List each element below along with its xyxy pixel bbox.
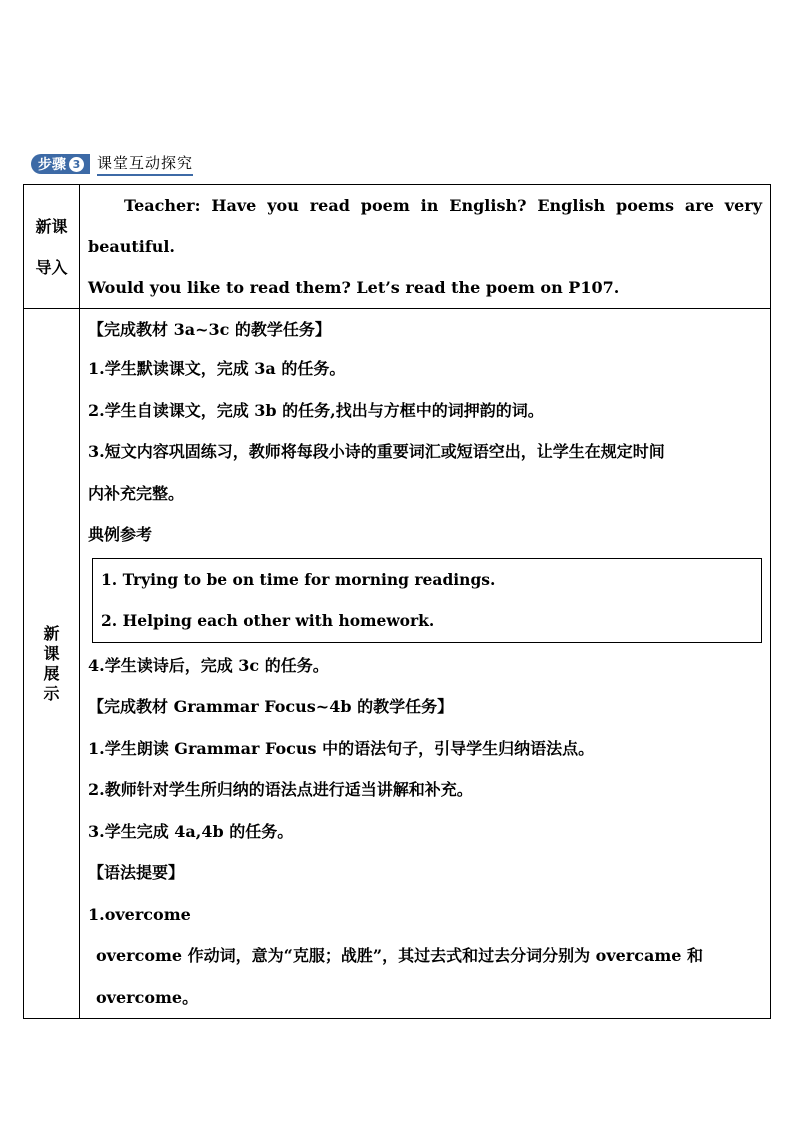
section2-title: 【完成教材 Grammar Focus~4b 的教学任务】 — [88, 697, 454, 716]
intro-text-line1: Teacher: Have you read poem in English? English poems are very beautiful. — [88, 196, 762, 256]
show-label-vertical — [43, 624, 59, 704]
step-number: 3 — [69, 157, 84, 172]
show-label-char: 展 — [43, 663, 60, 683]
step-header — [31, 154, 193, 174]
step-badge — [31, 154, 90, 174]
section1-title: 【完成教材 3a~3c 的教学任务】 — [88, 320, 331, 339]
grammar-task-2: 2.教师针对学生所归纳的语法点进行适当讲解和补充。 — [88, 780, 473, 799]
step-badge-text: 步骤 — [38, 157, 66, 173]
grammar-item-line1: overcome 作动词，意为“克服；战胜”，其过去式和过去分词分别为 overcame 和 — [96, 946, 704, 965]
intro-label-line1: 新课 — [35, 216, 68, 236]
example-item: 1. Trying to be on time for morning readings. — [101, 569, 496, 589]
task-1: 1.学生默读课文，完成 3a 的任务。 — [88, 359, 346, 378]
grammar-task-1: 1.学生朗读 Grammar Focus 中的语法句子，引导学生归纳语法点。 — [88, 738, 595, 758]
grammar-item-line2: overcome。 — [96, 987, 199, 1007]
step-title: 课堂互动探究 — [97, 152, 193, 176]
intro-row — [24, 185, 771, 309]
show-label-char: 示 — [43, 683, 60, 703]
lesson-table — [23, 184, 771, 1019]
example-title: 典例参考 — [88, 525, 153, 544]
intro-text-line2: Would you like to read them? Let’s read the poem on P107. — [88, 278, 620, 297]
show-row — [24, 309, 771, 1019]
task-3-line2: 内补充完整。 — [88, 483, 185, 503]
intro-content — [80, 185, 771, 309]
example-item: 2. Helping each other with homework. — [101, 611, 435, 630]
intro-label-line2: 导入 — [35, 257, 68, 277]
grammar-item-title: 1.overcome — [88, 904, 191, 924]
task-4: 4.学生读诗后，完成 3c 的任务。 — [88, 655, 329, 675]
grammar-task-3: 3.学生完成 4a,4b 的任务。 — [88, 821, 294, 841]
intro-label — [24, 185, 80, 309]
task-2: 2.学生自读课文，完成 3b 的任务,找出与方框中的词押韵的词。 — [88, 400, 544, 420]
show-label — [24, 309, 80, 1019]
show-label-char: 课 — [43, 643, 60, 663]
example-box — [92, 558, 762, 643]
section3-title: 【语法提要】 — [88, 863, 185, 882]
show-content — [80, 309, 771, 1019]
show-label-char: 新 — [43, 623, 60, 643]
task-3-line1: 3.短文内容巩固练习，教师将每段小诗的重要词汇或短语空出，让学生在规定时间 — [88, 442, 665, 461]
intro-text — [80, 185, 770, 308]
